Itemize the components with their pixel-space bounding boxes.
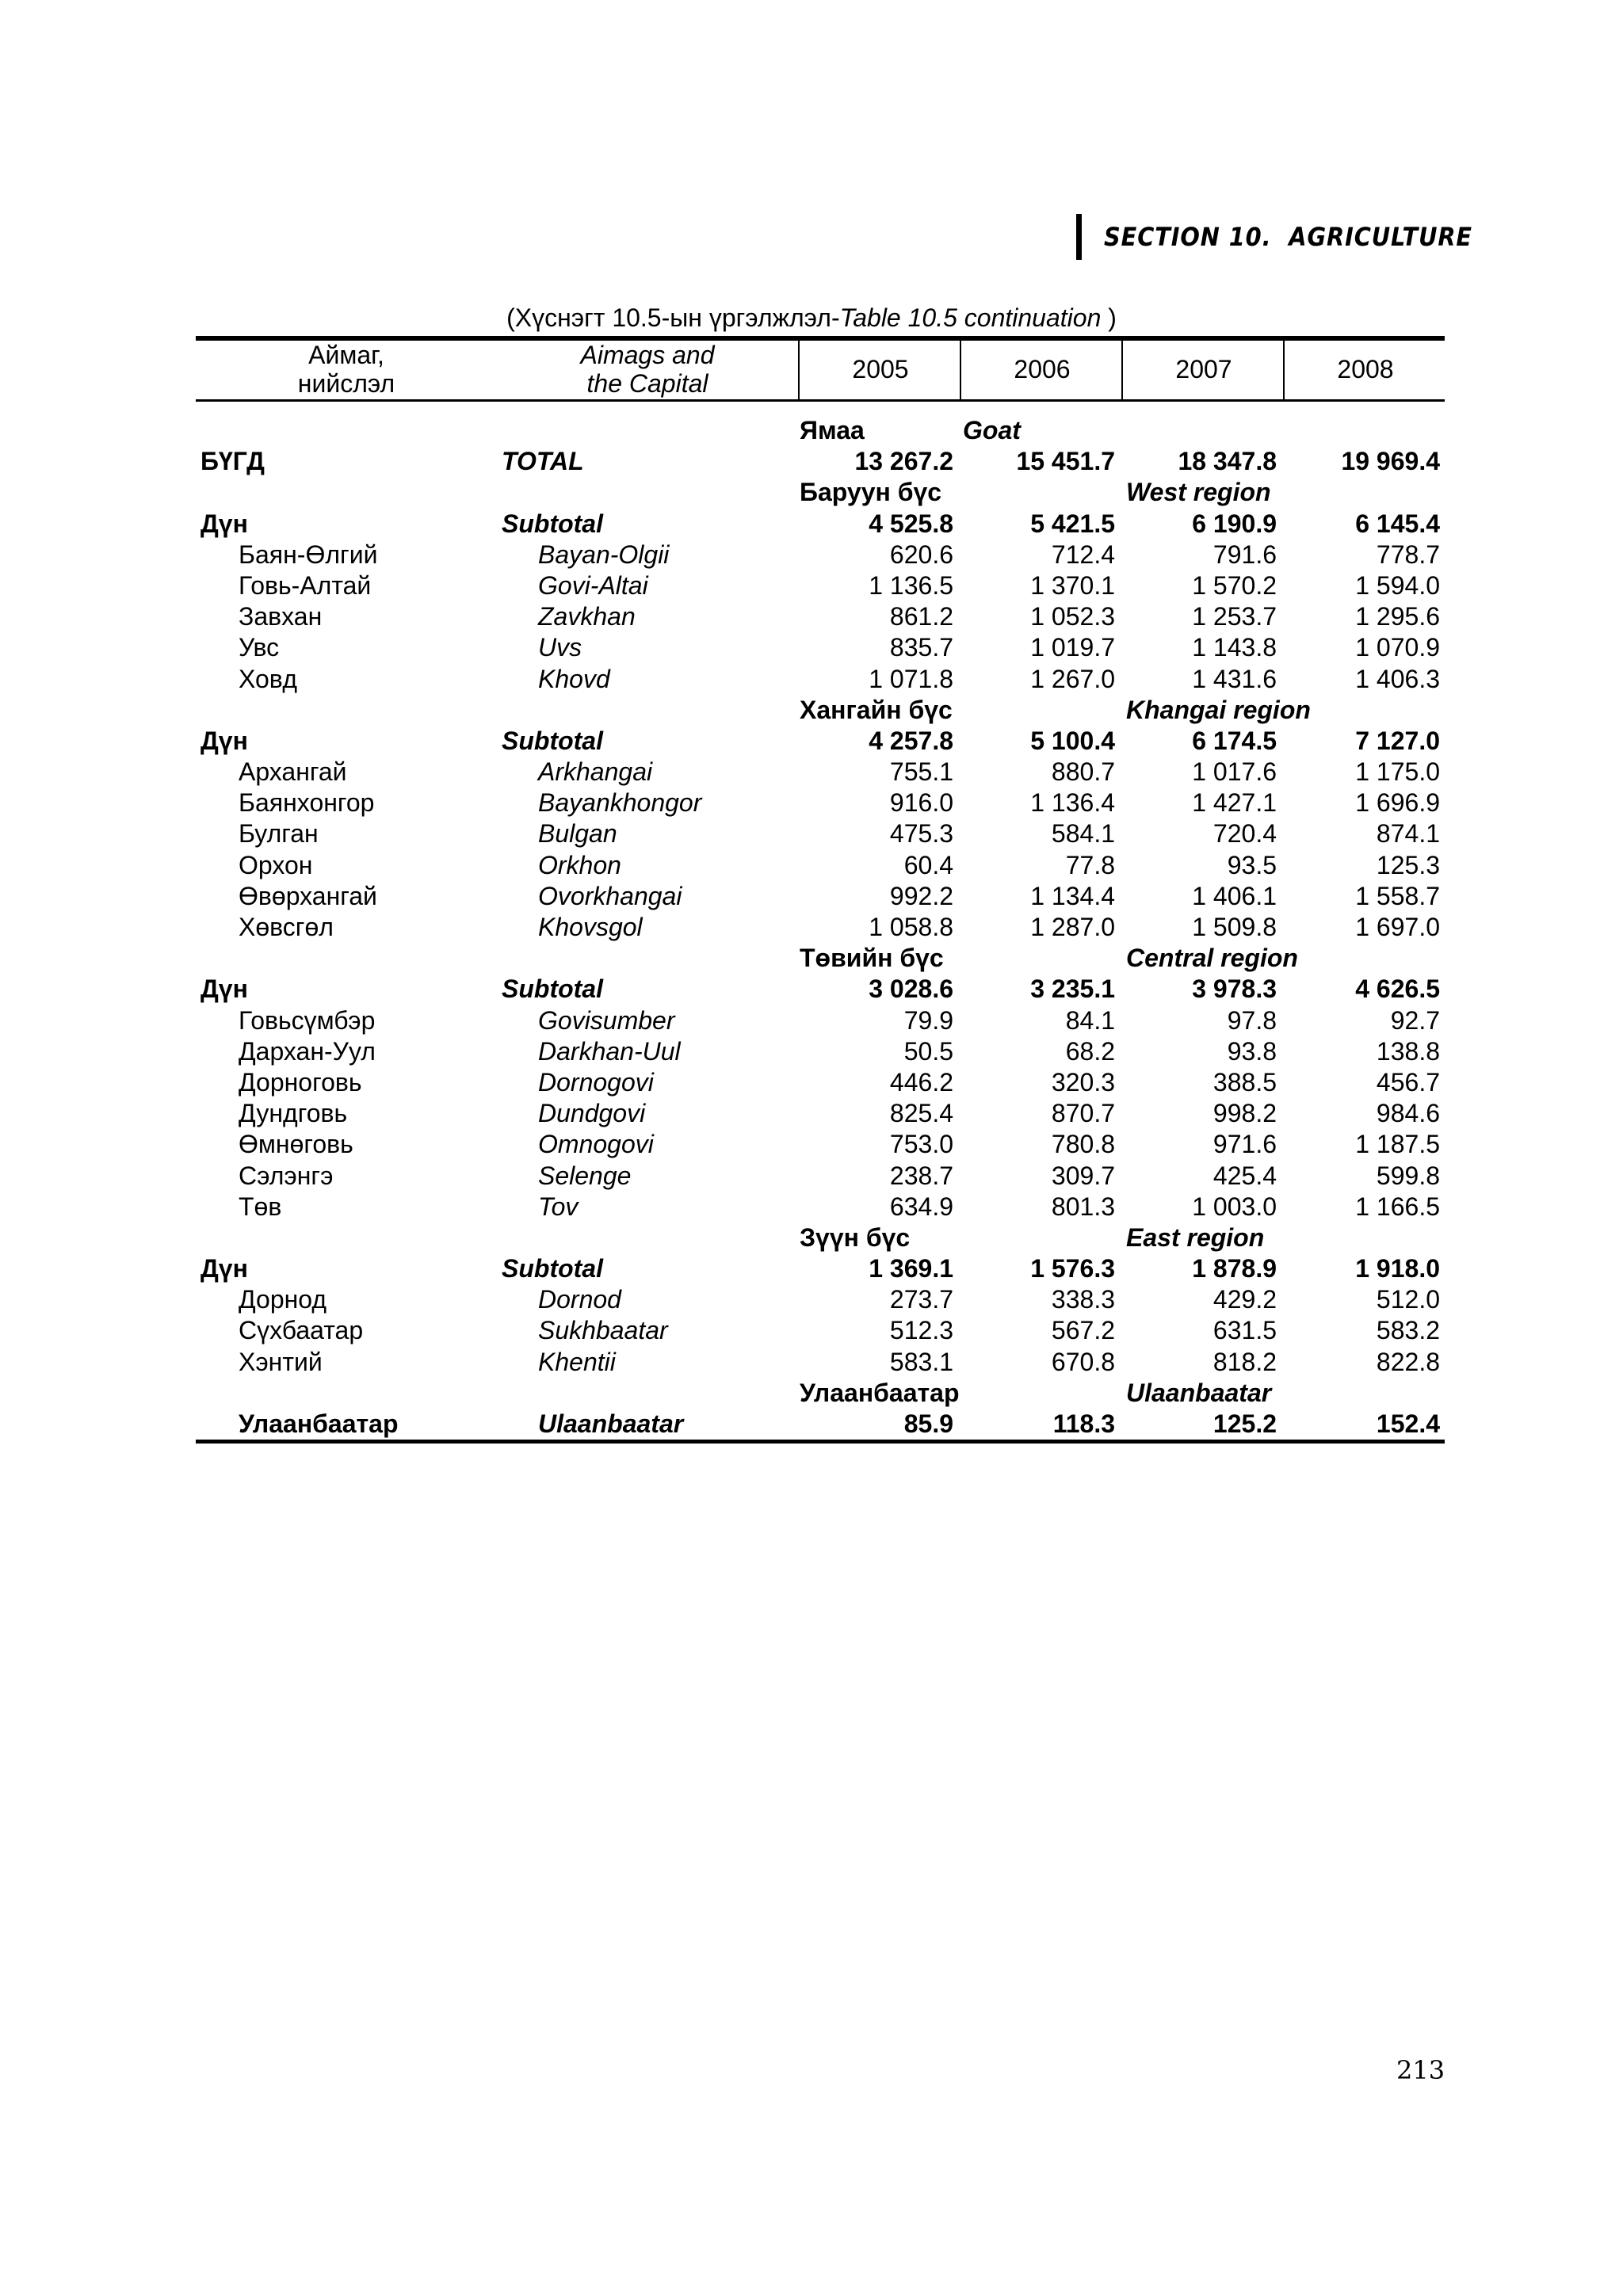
caption-prefix: (Хүснэгт 10.5-ын үргэлжлэл-: [506, 303, 840, 332]
table-row: [196, 1036, 1445, 1067]
section-heading-en: Central region: [1126, 944, 1298, 973]
value-2006: 880.7: [1051, 757, 1115, 787]
value-2007: 97.8: [1227, 1005, 1277, 1035]
value-2006: 3 235.1: [1030, 974, 1115, 1004]
table-row: [196, 1315, 1445, 1346]
value-2007: 6 190.9: [1192, 509, 1277, 538]
row-label-mn: Хөвсгөл: [239, 913, 334, 941]
value-2007: 1 017.6: [1192, 757, 1277, 787]
row-label-en: Dundgovi: [538, 1099, 646, 1128]
value-2008: 1 166.5: [1355, 1192, 1440, 1221]
value-2008: 1 696.9: [1355, 788, 1440, 818]
capital-row: [196, 1409, 1445, 1444]
value-2007: 125.2: [1212, 1409, 1277, 1438]
table-row: [196, 788, 1445, 818]
value-2008: 1 406.3: [1355, 664, 1440, 693]
value-2007: 388.5: [1212, 1067, 1277, 1097]
row-label-en: Dornogovi: [538, 1067, 654, 1097]
section-heading-row: [196, 695, 1445, 726]
value-2008: 1 175.0: [1355, 757, 1440, 787]
page-number: 213: [1396, 2055, 1445, 2085]
subtotal-row: [196, 509, 1445, 540]
row-label-mn: Улаанбаатар: [239, 1409, 399, 1438]
value-2005: 13 267.2: [854, 447, 953, 476]
table-header: [196, 339, 1445, 402]
section-heading-en: Khangai region: [1126, 695, 1311, 724]
row-label-en: Ovorkhangai: [538, 881, 682, 910]
subtotal-row: [196, 1253, 1445, 1284]
total-row: [196, 446, 1445, 477]
row-label-en: Bayan-Olgii: [538, 540, 670, 569]
table-row: [196, 1129, 1445, 1160]
table-row: [196, 1067, 1445, 1098]
row-label-en: Govi-Altai: [538, 570, 648, 600]
value-2008: 7 127.0: [1355, 726, 1440, 755]
table-row: [196, 570, 1445, 601]
value-2008: 138.8: [1376, 1036, 1440, 1066]
section-heading-row: [196, 477, 1445, 508]
value-2006: 801.3: [1051, 1192, 1115, 1221]
header-year-2007: 2007: [1121, 339, 1285, 399]
value-2008: 6 145.4: [1355, 509, 1440, 538]
value-2008: 1 558.7: [1355, 881, 1440, 910]
row-label-mn: Дархан-Уул: [239, 1036, 376, 1066]
value-2007: 971.6: [1212, 1130, 1277, 1159]
subtotal-row: [196, 726, 1445, 757]
value-2007: 18 347.8: [1178, 447, 1277, 476]
value-2007: 429.2: [1212, 1285, 1277, 1314]
header-bar: [1076, 214, 1082, 260]
value-2005: 85.9: [903, 1409, 953, 1438]
value-2006: 15 451.7: [1016, 447, 1115, 476]
value-2006: 1 052.3: [1030, 602, 1115, 631]
table-row: [196, 1347, 1445, 1378]
row-label-mn: Увс: [239, 633, 280, 662]
table-row: [196, 664, 1445, 695]
value-2008: 92.7: [1390, 1005, 1440, 1035]
table-row: [196, 850, 1445, 881]
value-2005: 238.7: [889, 1161, 953, 1190]
value-2005: 512.3: [889, 1316, 953, 1345]
header-year-2008: 2008: [1283, 339, 1446, 399]
table-row: [196, 1284, 1445, 1315]
row-label-mn: Дорнод: [239, 1285, 327, 1314]
value-2005: 1 071.8: [869, 664, 953, 693]
section-heading-en: Goat: [963, 416, 1021, 444]
row-label-mn: Говь-Алтай: [239, 570, 372, 600]
table-row: [196, 601, 1445, 632]
value-2008: 456.7: [1376, 1067, 1440, 1097]
section-heading-en: Ulaanbaatar: [1126, 1378, 1272, 1407]
row-label-en: Sukhbaatar: [538, 1316, 668, 1345]
row-label-en: Arkhangai: [538, 757, 653, 787]
row-label-en: Omnogovi: [538, 1130, 654, 1159]
section-title: AGRICULTURE: [1289, 222, 1473, 252]
value-2006: 5 421.5: [1030, 509, 1115, 538]
value-2007: 1 427.1: [1192, 788, 1277, 818]
row-label-en: Subtotal: [502, 1254, 603, 1283]
value-2007: 998.2: [1212, 1099, 1277, 1128]
row-label-mn: Сүхбаатар: [239, 1316, 364, 1345]
value-2007: 1 406.1: [1192, 881, 1277, 910]
table-row: [196, 912, 1445, 943]
row-label-mn: Сэлэнгэ: [239, 1161, 334, 1190]
value-2005: 4 525.8: [869, 509, 953, 538]
value-2008: 1 070.9: [1355, 633, 1440, 662]
value-2008: 4 626.5: [1355, 974, 1440, 1004]
value-2007: 1 003.0: [1192, 1192, 1277, 1221]
value-2007: 1 570.2: [1192, 570, 1277, 600]
value-2008: 1 295.6: [1355, 602, 1440, 631]
section-heading-mn: Баруун бүс: [800, 478, 942, 507]
value-2007: 1 878.9: [1192, 1254, 1277, 1283]
table-row: [196, 632, 1445, 663]
value-2006: 670.8: [1051, 1347, 1115, 1376]
value-2008: 778.7: [1376, 540, 1440, 569]
value-2006: 77.8: [1065, 850, 1115, 879]
row-label-mn: Өмнөговь: [239, 1130, 353, 1159]
row-label-en: Ulaanbaatar: [538, 1409, 684, 1438]
section-heading-row: [196, 1222, 1445, 1253]
table-row: [196, 818, 1445, 849]
value-2005: 583.1: [889, 1347, 953, 1376]
value-2005: 475.3: [889, 819, 953, 849]
table-row: [196, 1192, 1445, 1222]
value-2007: 3 978.3: [1192, 974, 1277, 1004]
value-2005: 60.4: [903, 850, 953, 879]
value-2005: 1 058.8: [869, 913, 953, 941]
value-2007: 1 509.8: [1192, 913, 1277, 941]
table-row: [196, 540, 1445, 570]
value-2006: 84.1: [1065, 1005, 1115, 1035]
header-mn-label: Аймаг, нийслэл: [297, 341, 395, 398]
value-2006: 567.2: [1051, 1316, 1115, 1345]
value-2006: 1 136.4: [1030, 788, 1115, 818]
row-label-mn: Хэнтий: [239, 1347, 323, 1376]
value-2005: 755.1: [889, 757, 953, 787]
value-2006: 68.2: [1065, 1036, 1115, 1066]
section-heading-mn: Төвийн бүс: [800, 944, 944, 973]
value-2007: 93.8: [1227, 1036, 1277, 1066]
value-2005: 620.6: [889, 540, 953, 569]
value-2008: 583.2: [1376, 1316, 1440, 1345]
table-caption: [0, 299, 1623, 337]
table-row: [196, 1005, 1445, 1036]
row-label-en: TOTAL: [502, 447, 584, 476]
table-row: [196, 1161, 1445, 1192]
row-label-mn: Төв: [239, 1192, 282, 1221]
value-2005: 446.2: [889, 1067, 953, 1097]
value-2007: 6 174.5: [1192, 726, 1277, 755]
row-label-mn: Булган: [239, 819, 319, 849]
value-2008: 599.8: [1376, 1161, 1440, 1190]
value-2006: 1 134.4: [1030, 881, 1115, 910]
value-2007: 720.4: [1212, 819, 1277, 849]
row-label-mn: Дүн: [200, 1254, 248, 1283]
value-2006: 5 100.4: [1030, 726, 1115, 755]
row-label-mn: Дүн: [200, 974, 248, 1004]
row-label-mn: Говьсүмбэр: [239, 1005, 376, 1035]
header-en-label: Aimags and the Capital: [580, 341, 715, 398]
row-label-mn: Дүн: [200, 726, 248, 755]
row-label-en: Orkhon: [538, 850, 621, 879]
value-2006: 870.7: [1051, 1099, 1115, 1128]
row-label-en: Tov: [538, 1192, 579, 1221]
value-2006: 1 370.1: [1030, 570, 1115, 600]
row-label-mn: БҮГД: [200, 447, 265, 476]
row-label-en: Uvs: [538, 633, 582, 662]
value-2006: 1 576.3: [1030, 1254, 1115, 1283]
row-label-mn: Баянхонгор: [239, 788, 375, 818]
row-label-en: Zavkhan: [538, 602, 636, 631]
value-2008: 874.1: [1376, 819, 1440, 849]
value-2008: 152.4: [1376, 1409, 1440, 1438]
header-year-2006: 2006: [960, 339, 1123, 399]
value-2008: 512.0: [1376, 1285, 1440, 1314]
section-heading-mn: Улаанбаатар: [800, 1378, 960, 1407]
value-2005: 861.2: [889, 602, 953, 631]
value-2005: 825.4: [889, 1099, 953, 1128]
value-2006: 712.4: [1051, 540, 1115, 569]
value-2007: 1 431.6: [1192, 664, 1277, 693]
row-label-en: Khentii: [538, 1347, 616, 1376]
section-heading-en: West region: [1126, 478, 1271, 507]
value-2008: 1 918.0: [1355, 1254, 1440, 1283]
section-heading-mn: Зүүн бүс: [800, 1222, 911, 1252]
row-label-en: Khovsgol: [538, 913, 643, 941]
value-2005: 79.9: [903, 1005, 953, 1035]
value-2007: 1 253.7: [1192, 602, 1277, 631]
value-2005: 273.7: [889, 1285, 953, 1314]
value-2006: 338.3: [1051, 1285, 1115, 1314]
value-2006: 1 019.7: [1030, 633, 1115, 662]
row-label-mn: Орхон: [239, 850, 313, 879]
subtotal-row: [196, 974, 1445, 1005]
value-2007: 425.4: [1212, 1161, 1277, 1190]
row-label-en: Darkhan-Uul: [538, 1036, 681, 1066]
value-2005: 992.2: [889, 881, 953, 910]
value-2005: 916.0: [889, 788, 953, 818]
value-2006: 118.3: [1052, 1409, 1115, 1438]
section-heading-en: East region: [1126, 1222, 1265, 1252]
value-2007: 791.6: [1212, 540, 1277, 569]
row-label-mn: Өвөрхангай: [239, 881, 377, 910]
value-2005: 4 257.8: [869, 726, 953, 755]
value-2006: 1 267.0: [1030, 664, 1115, 693]
row-label-en: Subtotal: [502, 509, 603, 538]
value-2008: 1 187.5: [1355, 1130, 1440, 1159]
value-2008: 19 969.4: [1341, 447, 1440, 476]
value-2007: 818.2: [1212, 1347, 1277, 1376]
row-label-mn: Дорноговь: [239, 1067, 362, 1097]
section-heading-row: [196, 1378, 1445, 1409]
value-2005: 3 028.6: [869, 974, 953, 1004]
row-label-en: Khovd: [538, 664, 610, 693]
section-header: [1076, 212, 1514, 261]
value-2008: 1 697.0: [1355, 913, 1440, 941]
row-label-en: Bulgan: [538, 819, 617, 849]
row-label-en: Bayankhongor: [538, 788, 702, 818]
section-heading-row: [196, 415, 1445, 446]
value-2006: 309.7: [1051, 1161, 1115, 1190]
value-2007: 1 143.8: [1192, 633, 1277, 662]
value-2005: 1 136.5: [869, 570, 953, 600]
value-2007: 631.5: [1212, 1316, 1277, 1345]
value-2006: 1 287.0: [1030, 913, 1115, 941]
section-heading-mn: Ямаа: [800, 416, 865, 444]
table-row: [196, 757, 1445, 788]
table-row: [196, 1098, 1445, 1129]
value-2005: 634.9: [889, 1192, 953, 1221]
header-year-2005: 2005: [798, 339, 961, 399]
value-2008: 822.8: [1376, 1347, 1440, 1376]
value-2008: 984.6: [1376, 1099, 1440, 1128]
value-2007: 93.5: [1227, 850, 1277, 879]
row-label-mn: Баян-Өлгий: [239, 540, 378, 569]
value-2006: 584.1: [1051, 819, 1115, 849]
value-2005: 1 369.1: [869, 1254, 953, 1283]
table-body: [196, 415, 1445, 1444]
value-2006: 320.3: [1051, 1067, 1115, 1097]
section-label: SECTION 10. AGRICULTURE: [1104, 222, 1473, 252]
value-2005: 835.7: [889, 633, 953, 662]
row-label-mn: Дундговь: [239, 1099, 348, 1128]
section-heading-row: [196, 943, 1445, 974]
caption-suffix: ): [1101, 303, 1117, 332]
row-label-mn: Завхан: [239, 602, 323, 631]
row-label-mn: Архангай: [239, 757, 347, 787]
value-2005: 50.5: [903, 1036, 953, 1066]
row-label-en: Govisumber: [538, 1005, 675, 1035]
caption-continuation: Table 10.5 continuation: [839, 303, 1102, 332]
table-row: [196, 881, 1445, 912]
row-label-mn: Ховд: [239, 664, 298, 693]
row-label-en: Subtotal: [502, 974, 603, 1004]
value-2008: 125.3: [1376, 850, 1440, 879]
value-2006: 780.8: [1051, 1130, 1115, 1159]
section-heading-mn: Хангайн бүс: [800, 695, 953, 724]
row-label-en: Selenge: [538, 1161, 632, 1190]
value-2008: 1 594.0: [1355, 570, 1440, 600]
row-label-en: Dornod: [538, 1285, 621, 1314]
row-label-en: Subtotal: [502, 726, 603, 755]
value-2005: 753.0: [889, 1130, 953, 1159]
row-label-mn: Дүн: [200, 509, 248, 538]
